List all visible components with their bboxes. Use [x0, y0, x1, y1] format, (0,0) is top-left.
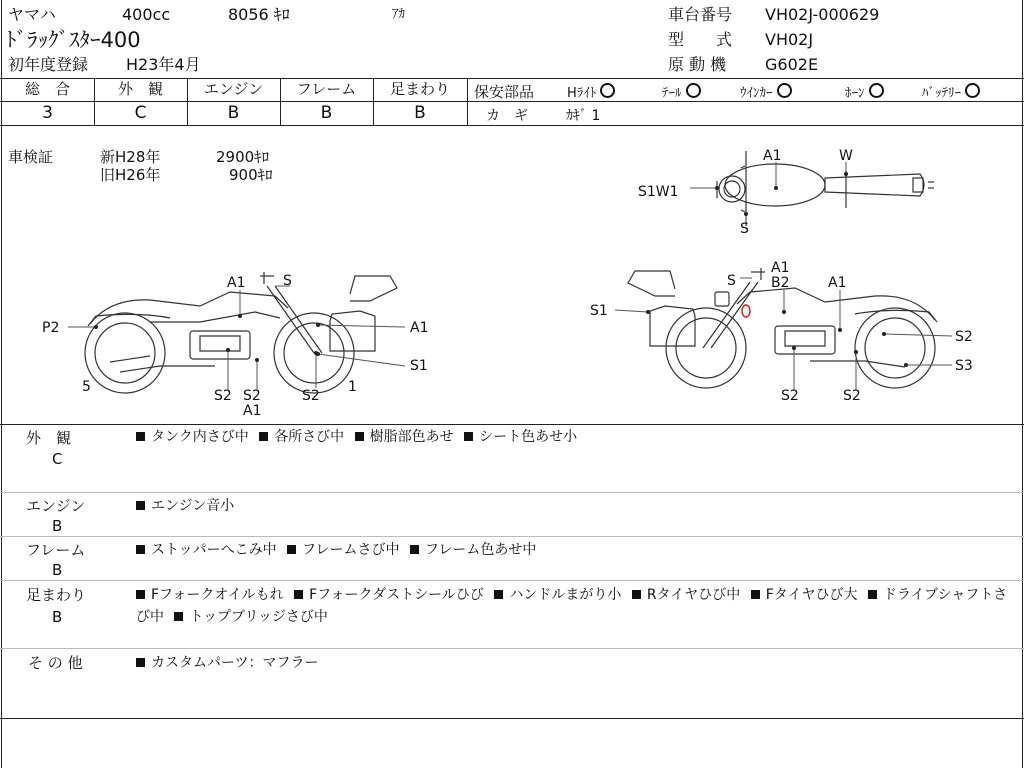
ok-circle-icon: [777, 83, 792, 98]
ok-circle-icon: [686, 83, 701, 98]
section-notes-exterior: タンク内さび中 各所さび中 樹脂部色あせ シート色あせ小: [136, 426, 583, 448]
inspection-old-label: 旧H26年: [100, 166, 161, 184]
frame-number-label: 車台番号: [668, 5, 733, 24]
grade-frame: B: [320, 103, 333, 123]
section-title-exterior: 外 観: [26, 429, 72, 447]
engine-label: 原 動 機: [668, 55, 727, 74]
bullet-square-icon: [494, 590, 503, 599]
diagram-label: S2: [843, 388, 861, 404]
inspection-old-value: 900ｷﾛ: [229, 166, 273, 184]
bullet-square-icon: [136, 432, 145, 441]
diagram-label: A1: [828, 275, 847, 291]
divider: [467, 101, 1024, 102]
key-label: カ ギ: [486, 108, 528, 124]
bullet-square-icon: [287, 545, 296, 554]
diagram-label: S1: [410, 358, 428, 374]
diagram-label: A1: [763, 148, 782, 164]
inspection-new-value: 2900ｷﾛ: [216, 148, 270, 166]
diagram-label: S: [283, 273, 292, 289]
safety-parts-label: 保安部品: [474, 83, 535, 101]
section-title-frame: フレーム: [26, 541, 86, 559]
bullet-square-icon: [632, 590, 641, 599]
bullet-square-icon: [136, 545, 145, 554]
grade-header-exterior: 外 観: [117, 80, 163, 98]
bullet-square-icon: [259, 432, 268, 441]
grade-suspension: B: [414, 103, 426, 123]
safety-item-winker: ｳｲﾝｶｰ: [740, 82, 792, 101]
maker: ヤマハ: [8, 5, 56, 24]
safety-item-headlight: Hﾗｲﾄ: [567, 82, 615, 101]
bullet-square-icon: [464, 432, 473, 441]
diagram-label: S1: [590, 303, 608, 319]
bullet-square-icon: [136, 501, 145, 510]
grade-exterior: C: [134, 103, 147, 123]
section-grade-frame: B: [52, 561, 63, 579]
diagram-label: A1: [243, 403, 262, 419]
safety-item-battery: ﾊﾞｯﾃﾘｰ: [922, 82, 980, 101]
mileage: 8056 ｷﾛ: [228, 5, 290, 24]
section-notes-frame: ストッパーへこみ中 フレームさび中 フレーム色あせ中: [136, 539, 542, 561]
section-title-suspension: 足まわり: [26, 586, 87, 604]
frame-number-value: VH02J-000629: [765, 5, 880, 24]
top-view-diagram: [717, 151, 934, 226]
ok-circle-icon: [965, 83, 980, 98]
bullet-square-icon: [136, 590, 145, 599]
bullet-square-icon: [136, 658, 145, 667]
diagram-label: 1: [348, 379, 357, 395]
diagram-label: W: [839, 148, 853, 164]
diagram-label: B2: [771, 275, 790, 291]
divider: [0, 492, 1024, 493]
bullet-square-icon: [355, 432, 364, 441]
divider: [0, 580, 1024, 581]
bullet-square-icon: [751, 590, 760, 599]
type-label: 型 式: [668, 30, 733, 49]
divider: [0, 424, 1024, 425]
bullet-square-icon: [174, 612, 183, 621]
bullet-square-icon: [294, 590, 303, 599]
bullet-square-icon: [410, 545, 419, 554]
diagram-label: S1W1: [638, 184, 679, 200]
diagram-label: S2: [302, 388, 320, 404]
safety-item-horn: ﾎｰﾝ: [845, 82, 884, 101]
safety-item-tail: ﾃｰﾙ: [662, 82, 701, 101]
first-registration-label: 初年度登録: [8, 55, 89, 74]
grade-header-overall: 総 合: [24, 80, 70, 98]
displacement: 400cc: [122, 5, 171, 24]
divider: [0, 718, 1024, 719]
diagram-label: S2: [214, 388, 232, 404]
section-title-other: そ の 他: [28, 654, 83, 672]
inspection-label: 車検証: [8, 148, 54, 166]
key-value: ｶｷﾞ 1: [566, 108, 601, 124]
first-registration-value: H23年4月: [126, 55, 201, 74]
section-grade-engine: B: [52, 517, 63, 535]
divider: [0, 101, 467, 102]
divider: [467, 78, 468, 125]
grade-header-frame: フレーム: [296, 80, 357, 98]
diagram-label: S: [727, 273, 736, 289]
engine-value: G602E: [765, 55, 819, 74]
red-mark: [742, 305, 750, 317]
inspection-new-label: 新H28年: [100, 148, 161, 166]
divider: [0, 78, 1024, 79]
section-notes-engine: エンジン音小: [136, 495, 240, 517]
section-title-engine: エンジン: [26, 497, 86, 515]
ok-circle-icon: [600, 83, 615, 98]
diagram-label: P2: [42, 320, 60, 336]
diagram-label: S3: [955, 358, 973, 374]
grade-engine: B: [227, 103, 240, 123]
diagram-label: S2: [955, 329, 973, 345]
model-name: ﾄﾞﾗｯｸﾞｽﾀｰ400: [6, 28, 141, 52]
diagram-label: A1: [227, 275, 246, 291]
bullet-square-icon: [868, 590, 877, 599]
motorcycle-diagrams: [0, 126, 1024, 426]
section-grade-exterior: C: [52, 450, 63, 468]
type-value: VH02J: [765, 30, 814, 49]
grade-header-engine: エンジン: [203, 80, 264, 98]
diagram-label: A1: [410, 320, 429, 336]
diagram-label: 5: [82, 379, 91, 395]
color: ｱｶ: [392, 7, 405, 22]
section-notes-other: カスタムパーツ：マフラー: [136, 652, 324, 674]
grade-header-suspension: 足まわり: [389, 80, 450, 98]
grade-overall: 3: [42, 103, 53, 123]
divider: [0, 648, 1024, 649]
diagram-label: S: [740, 221, 749, 237]
diagram-label: A1: [771, 260, 790, 276]
section-grade-suspension: B: [52, 608, 63, 626]
ok-circle-icon: [869, 83, 884, 98]
diagram-label: S2: [243, 388, 261, 404]
divider: [0, 536, 1024, 537]
diagram-label: S2: [781, 388, 799, 404]
section-notes-suspension: Fフォークオイルもれ Fフォークダストシールひび ハンドルまがり小 Rタイヤひび中 Fタイヤひび大 ドライブシャフトさび中 トップブリッジさび中: [136, 587, 1008, 625]
